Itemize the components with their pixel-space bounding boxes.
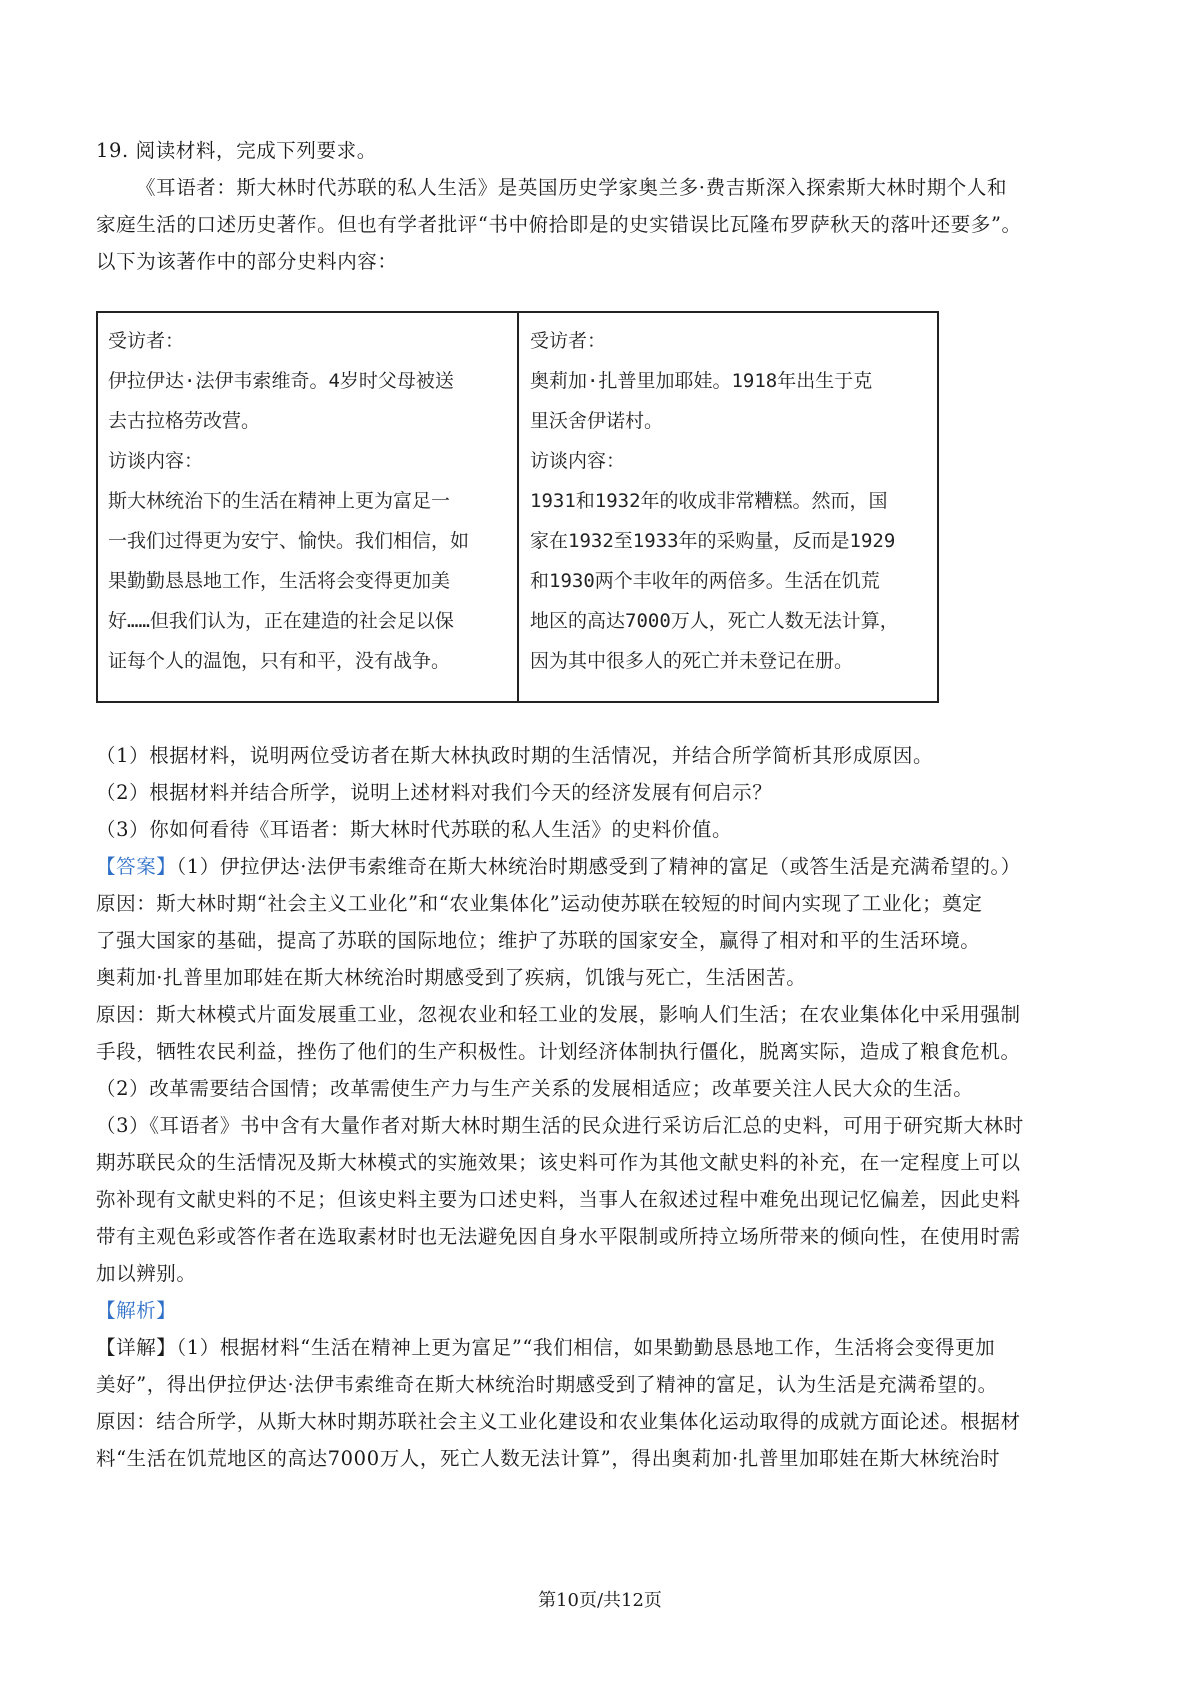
answer-line: 了强大国家的基础，提高了苏联的国际地位；维护了苏联的国家安全，赢得了相对和平的生活环境。 <box>96 929 981 952</box>
table-row: 奥莉加·扎普里加耶娃。1918年出生于克 <box>530 370 873 392</box>
table-row: 受访者： <box>530 330 607 352</box>
table-row: 果勤勤恳恳地工作，生活将会变得更加美 <box>108 570 451 592</box>
table-row: 斯大林统治下的生活在精神上更为富足一 <box>108 490 451 512</box>
table-row: 好……但我们认为，正在建造的社会足以保 <box>108 610 454 632</box>
answer-tag: 【答案】 <box>96 855 177 878</box>
table-divider <box>517 313 519 701</box>
table-row: 1931和1932年的收成非常糟糕。然而，国 <box>530 490 888 512</box>
table-cell-right <box>530 321 935 681</box>
table-row: 因为其中很多人的死亡并未登记在册。 <box>530 650 854 672</box>
table-row: 访谈内容： <box>108 450 204 472</box>
source-table <box>96 311 939 703</box>
table-row: 去古拉格劳改营。 <box>108 410 261 432</box>
answer-first-line <box>96 853 1104 881</box>
table-row: 访谈内容： <box>530 450 626 472</box>
table-row: 一我们过得更为安宁、愉快。我们相信，如 <box>108 530 470 552</box>
analysis-line: 美好”，得出伊拉伊达·法伊韦索维奇在斯大林统治时期感受到了精神的富足，认为生活是充满希望的。 <box>96 1373 998 1396</box>
answer-line: 期苏联民众的生活情况及斯大林模式的实施效果；该史料可作为其他文献史料的补充，在一定程度上可以 <box>96 1151 1021 1174</box>
table-row: 伊拉伊达·法伊韦索维奇。4岁时父母被送 <box>108 370 454 392</box>
intro-line: 《耳语者：斯大林时代苏联的私人生活》是英国历史学家奥兰多·费吉斯深入探索斯大林时期个人和 <box>136 176 1008 199</box>
answer-line: 奥莉加·扎普里加耶娃在斯大林统治时期感受到了疾病，饥饿与死亡，生活困苦。 <box>96 966 807 989</box>
analysis-line: 原因：结合所学，从斯大林时期苏联社会主义工业化建设和农业集体化运动取得的成就方面论述。根据材 <box>96 1410 1021 1433</box>
table-row: 地区的高达7000万人，死亡人数无法计算， <box>530 610 899 632</box>
answer-text: （1）伊拉伊达·法伊韦索维奇在斯大林统治时期感受到了精神的富足（或答生活是充满希望的。） <box>176 855 1021 878</box>
intro-line: 家庭生活的口述历史著作。但也有学者批评“书中俯拾即是的史实错误比瓦隆布罗萨秋天的落叶还要多”。 <box>96 213 1022 236</box>
analysis-line: 【详解】（1）根据材料“生活在精神上更为富足”“我们相信，如果勤勤恳恳地工作，生活将会变得更加 <box>96 1336 996 1359</box>
answer-line: 弥补现有文献史料的不足；但该史料主要为口述史料，当事人在叙述过程中难免出现记忆偏差，因此史料 <box>96 1188 1021 1211</box>
table-row: 受访者： <box>108 330 185 352</box>
page-number: 第10页/共12页 <box>538 1590 662 1611</box>
answer-line: 加以辨别。 <box>96 1262 197 1285</box>
table-row: 里沃舍伊诺村。 <box>530 410 664 432</box>
answer-line: 带有主观色彩或答作者在选取素材时也无法避免因自身水平限制或所持立场所带来的倾向性，在使用时需 <box>96 1225 1021 1248</box>
sub-question: （3）你如何看待《耳语者：斯大林时代苏联的私人生活》的史料价值。 <box>96 818 733 841</box>
sub-question: （2）根据材料并结合所学，说明上述材料对我们今天的经济发展有何启示？ <box>96 781 773 804</box>
analysis-line: 料“生活在饥荒地区的高达7000万人，死亡人数无法计算”，得出奥莉加·扎普里加耶娃在斯大林统治时 <box>96 1447 1001 1470</box>
table-row: 和1930两个丰收年的两倍多。生活在饥荒 <box>530 570 880 592</box>
sub-question: （1）根据材料，说明两位受访者在斯大林执政时期的生活情况，并结合所学简析其形成原因。 <box>96 744 934 767</box>
table-cell-left <box>108 321 513 681</box>
answer-line: （3）《耳语者》书中含有大量作者对斯大林时期生活的民众进行采访后汇总的史料，可用于研究斯大林时 <box>96 1114 1024 1137</box>
answer-line: 原因：斯大林时期“社会主义工业化”和“农业集体化”运动使苏联在较短的时间内实现了工业化；奠定 <box>96 892 983 915</box>
intro-line: 以下为该著作中的部分史料内容： <box>96 250 398 273</box>
answer-line: 原因：斯大林模式片面发展重工业，忽视农业和轻工业的发展，影响人们生活；在农业集体化中采用强制 <box>96 1003 1021 1026</box>
table-row: 家在1932至1933年的采购量，反而是1929 <box>530 530 896 552</box>
analysis-tag: 【解析】 <box>96 1299 177 1322</box>
answer-line: 手段，牺牲农民利益，挫伤了他们的生产积极性。计划经济体制执行僵化，脱离实际，造成了粮食危机。 <box>96 1040 1021 1063</box>
table-row: 证每个人的温饱，只有和平，没有战争。 <box>108 650 451 672</box>
answer-line: （2）改革需要结合国情；改革需使生产力与生产关系的发展相适应；改革要关注人民大众的生活。 <box>96 1077 974 1100</box>
question-title: 19. 阅读材料，完成下列要求。 <box>96 139 377 162</box>
